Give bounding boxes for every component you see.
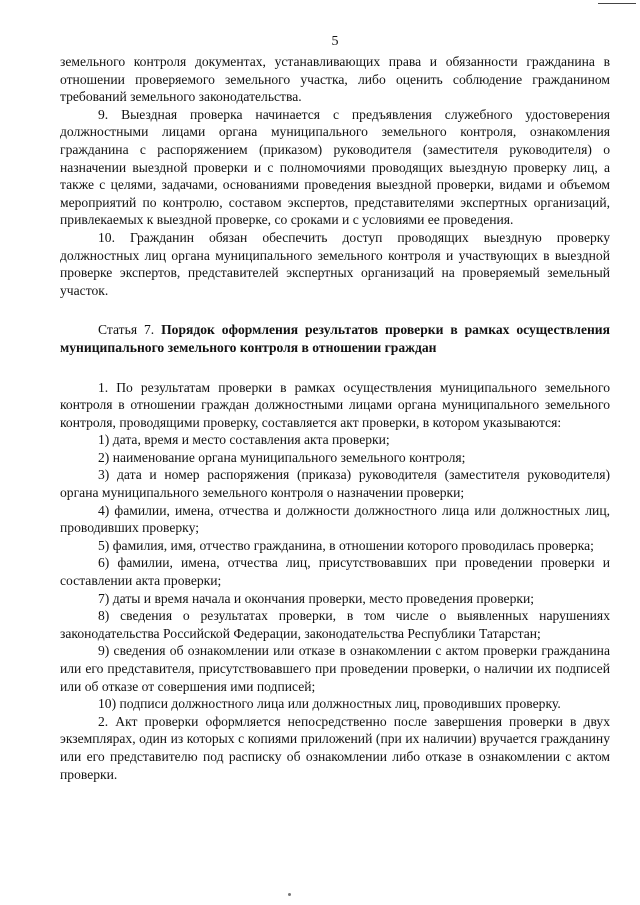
document-body <box>60 53 610 783</box>
list-item-7: 7) даты и время начала и окончания проверки, место проведения проверки; <box>98 590 535 606</box>
list-item-4: 4) фамилии, имена, отчества и должности должностного лица или должностных лиц, проводивших проверку; <box>60 502 610 536</box>
article-title: Порядок оформления результатов проверки в рамках осуществления муниципального земельного контроля в отношении граждан <box>60 322 610 355</box>
list-item-6: 6) фамилии, имена, отчества лиц, присутствовавших при проведении проверки и составлении акта проверки; <box>60 555 610 589</box>
paragraph-continuation: земельного контроля документах, устанавливающих права и обязанности гражданина в отношении проверяемого земельного участка, либо оценить соблюдение гражданином требований земельного законодательства. <box>60 54 610 105</box>
list-item-3: 3) дата и номер распоряжения (приказа) руководителя (заместителя руководителя) органа муниципального земельного контроля о назначении проверки; <box>60 467 610 501</box>
spacer <box>60 299 610 321</box>
article-heading <box>60 321 610 356</box>
paragraph-item-2: 2. Акт проверки оформляется непосредственно после завершения проверки в двух экземплярах, один из которых с копиями приложений (при их наличии) вручается гражданину или его представителю под расписку об ознакомлении либо отказе в ознакомлении с актом проверки. <box>60 713 610 782</box>
paragraph-item-9: 9. Выездная проверка начинается с предъявления служебного удостоверения должностными лицами органа муниципального земельного контроля, ознакомления гражданина с распоряжением (приказом) руководителя (заместителя руководителя) о назначении выездной проверки и с полномочиями проводящих выездную проверку лиц, а также с целями, задачами, основаниями проведения выездной проверки, видами и объемом мероприятий по контролю, составом экспертов, представителями экспертных организаций, привлекаемых к выездной проверке, со сроками и с условиями ее проведения. <box>60 106 610 228</box>
list-item-1: 1) дата, время и место составления акта проверки; <box>98 432 390 448</box>
article-label: Статья 7. <box>98 322 155 338</box>
scan-speck <box>288 893 291 896</box>
list-item-8: 8) сведения о результатах проверки, в том числе о выявленных нарушениях законодательства Российской Федерации, законодательства Республики Татарстан; <box>60 608 610 641</box>
spacer <box>60 357 610 379</box>
list-item-9: 9) сведения об ознакомлении или отказе в ознакомлении с актом проверки гражданина или его представителя, присутствовавшего при проведении проверки, о наличии их подписей или об отказе от совершения ими подписей; <box>60 643 610 694</box>
paragraph-item-1: 1. По результатам проверки в рамках осуществления муниципального земельного контроля в отношении граждан должностными лицами органа муниципального земельного контроля, проводящими проверку, составляется акт проверки, в котором указываются: <box>60 379 610 430</box>
top-edge-rule <box>598 3 636 4</box>
paragraph-item-10: 10. Гражданин обязан обеспечить доступ проводящих выездную проверку должностных лиц органа муниципального земельного контроля и участвующих в выездной проверке экспертов, представителей экспертных организаций на проверяемый земельный участок. <box>60 229 610 298</box>
list-item-2: 2) наименование органа муниципального земельного контроля; <box>98 449 466 465</box>
page-number: 5 <box>331 34 339 49</box>
list-item-5: 5) фамилия, имя, отчество гражданина, в отношении которого проводилась проверка; <box>98 537 594 553</box>
list-item-10: 10) подписи должностного лица или должностных лиц, проводивших проверку. <box>98 696 561 712</box>
